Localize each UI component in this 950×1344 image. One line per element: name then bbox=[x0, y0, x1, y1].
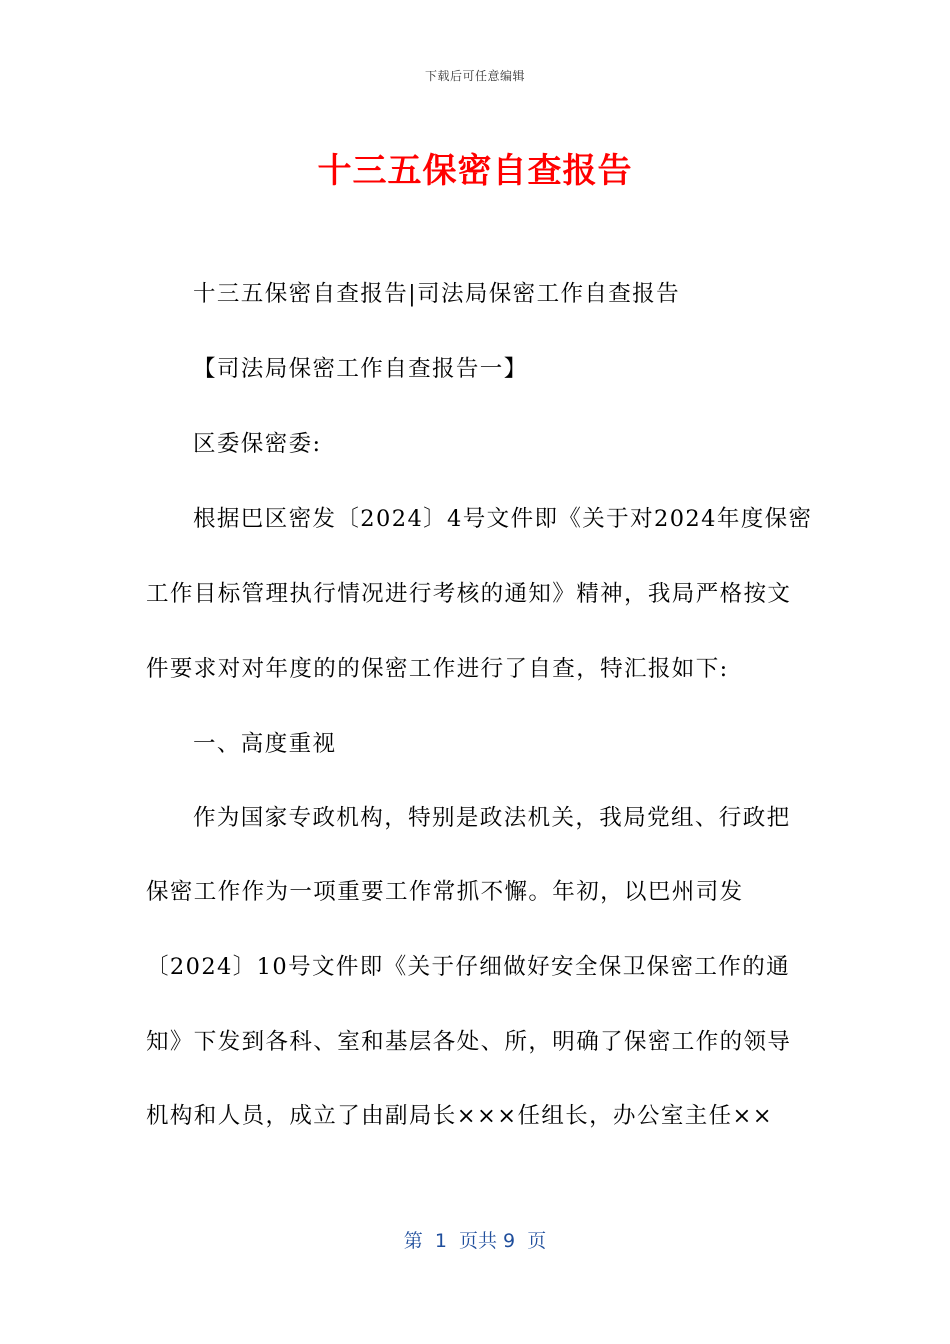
paragraph-line: 工作目标管理执行情况进行考核的通知》精神，我局严格按文 bbox=[146, 581, 792, 607]
section-heading: 一、高度重视 bbox=[193, 731, 337, 757]
page-number-footer: 第 1 页共 9 页 bbox=[403, 1230, 547, 1252]
paragraph-line: 知》下发到各科、室和基层各处、所，明确了保密工作的领导 bbox=[146, 1029, 792, 1055]
section-heading-bracket: 【司法局保密工作自查报告一】 bbox=[193, 356, 528, 382]
paragraph-line: 件要求对对年度的的保密工作进行了自查，特汇报如下: bbox=[146, 656, 729, 682]
salutation: 区委保密委: bbox=[193, 431, 322, 457]
paragraph-line: 〔2024〕10号文件即《关于仔细做好安全保卫保密工作的通 bbox=[146, 954, 790, 980]
paragraph-line: 作为国家专政机构，特别是政法机关，我局党组、行政把 bbox=[193, 805, 791, 831]
header-note: 下载后可任意编辑 bbox=[424, 69, 525, 83]
subtitle-line: 十三五保密自查报告|司法局保密工作自查报告 bbox=[193, 281, 680, 307]
document-title: 十三五保密自查报告 bbox=[317, 151, 633, 191]
paragraph-line: 保密工作作为一项重要工作常抓不懈。年初，以巴州司发 bbox=[146, 879, 744, 905]
paragraph-line: 根据巴区密发〔2024〕4号文件即《关于对2024年度保密 bbox=[193, 506, 813, 532]
paragraph-line: 机构和人员，成立了由副局长×××任组长，办公室主任×× bbox=[146, 1103, 774, 1129]
